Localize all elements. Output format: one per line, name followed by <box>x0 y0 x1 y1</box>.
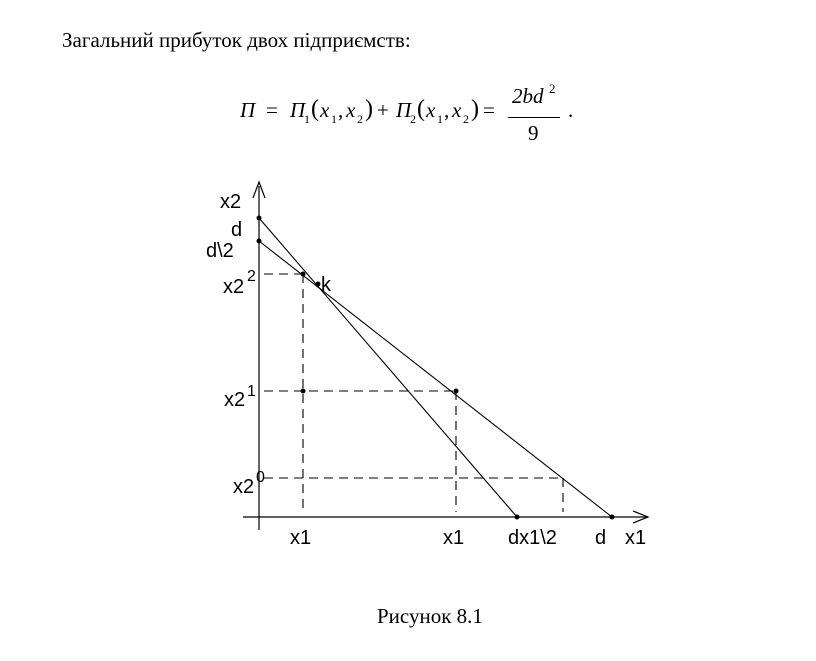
formula-pi2: П <box>396 98 412 122</box>
formula-x1b: x <box>426 98 436 122</box>
tick-x1-first: x1 <box>290 527 312 549</box>
formula-numerator: 2bd <box>512 84 544 108</box>
formula-comma-2: , <box>444 98 450 122</box>
point-steep-end <box>515 515 520 520</box>
formula-x2a: x <box>346 98 356 122</box>
formula-denominator: 9 <box>528 121 539 145</box>
formula-lhs: П <box>240 98 256 122</box>
label-x2-1: x2 <box>224 389 246 411</box>
formula-eq-2: = <box>483 98 495 122</box>
formula-numerator-power: 2 <box>549 81 556 96</box>
formula-x2a-sub: 2 <box>357 112 363 126</box>
formula-x1a-sub: 1 <box>331 112 337 126</box>
formula-pi2-sub: 2 <box>410 112 416 126</box>
label-x2-2-sup: 2 <box>247 268 256 285</box>
point-d <box>257 216 262 221</box>
point-k <box>316 282 321 287</box>
formula-plus: + <box>377 98 389 122</box>
tick-d: d <box>595 527 607 549</box>
formula-comma-1: , <box>338 98 344 122</box>
label-d-half: d\2 <box>206 240 234 262</box>
point-x1-second <box>454 389 459 394</box>
formula-x2b-sub: 2 <box>463 112 469 126</box>
heading: Загальний прибуток двох підприємств: <box>62 28 411 52</box>
formula-paren-close-1: ) <box>365 96 373 122</box>
figure-caption: Рисунок 8.1 <box>377 604 483 628</box>
tick-x1-second: x1 <box>443 527 465 549</box>
y-axis-label: x2 <box>220 191 242 213</box>
tick-x1-inline: x1 <box>519 527 541 549</box>
tick-d-letter: d <box>508 527 520 549</box>
reaction-line-steep <box>259 218 517 517</box>
label-x2-2: x2 <box>223 276 245 298</box>
formula-x2b: x <box>452 98 462 122</box>
formula-x1b-sub: 1 <box>437 112 443 126</box>
formula-paren-close-2: ) <box>471 96 479 122</box>
formula-paren-open-1: ( <box>311 96 319 122</box>
label-k: k <box>321 274 331 296</box>
label-x2-1-sup: 1 <box>247 383 256 400</box>
label-d: d <box>231 219 243 241</box>
reaction-line-shallow <box>259 241 612 517</box>
formula-paren-open-2: ( <box>417 96 425 122</box>
point-x1-x2-1 <box>301 389 306 394</box>
formula-pi1-sub: 1 <box>304 112 310 126</box>
formula-period: . <box>568 98 574 122</box>
point-d-half <box>257 239 262 244</box>
formula-x1a: x <box>320 98 330 122</box>
formula-pi1: П <box>290 98 306 122</box>
tick-d-half-x1 <box>508 527 557 549</box>
point-shallow-end <box>610 515 615 520</box>
label-x2-0: x2 <box>233 476 255 498</box>
formula-eq: = <box>266 98 278 122</box>
point-x2-2 <box>301 272 306 277</box>
x-axis-label: x1 <box>625 527 647 549</box>
label-x2-0-sup: 0 <box>256 469 265 486</box>
tick-d-half-suffix: \2 <box>540 527 557 549</box>
